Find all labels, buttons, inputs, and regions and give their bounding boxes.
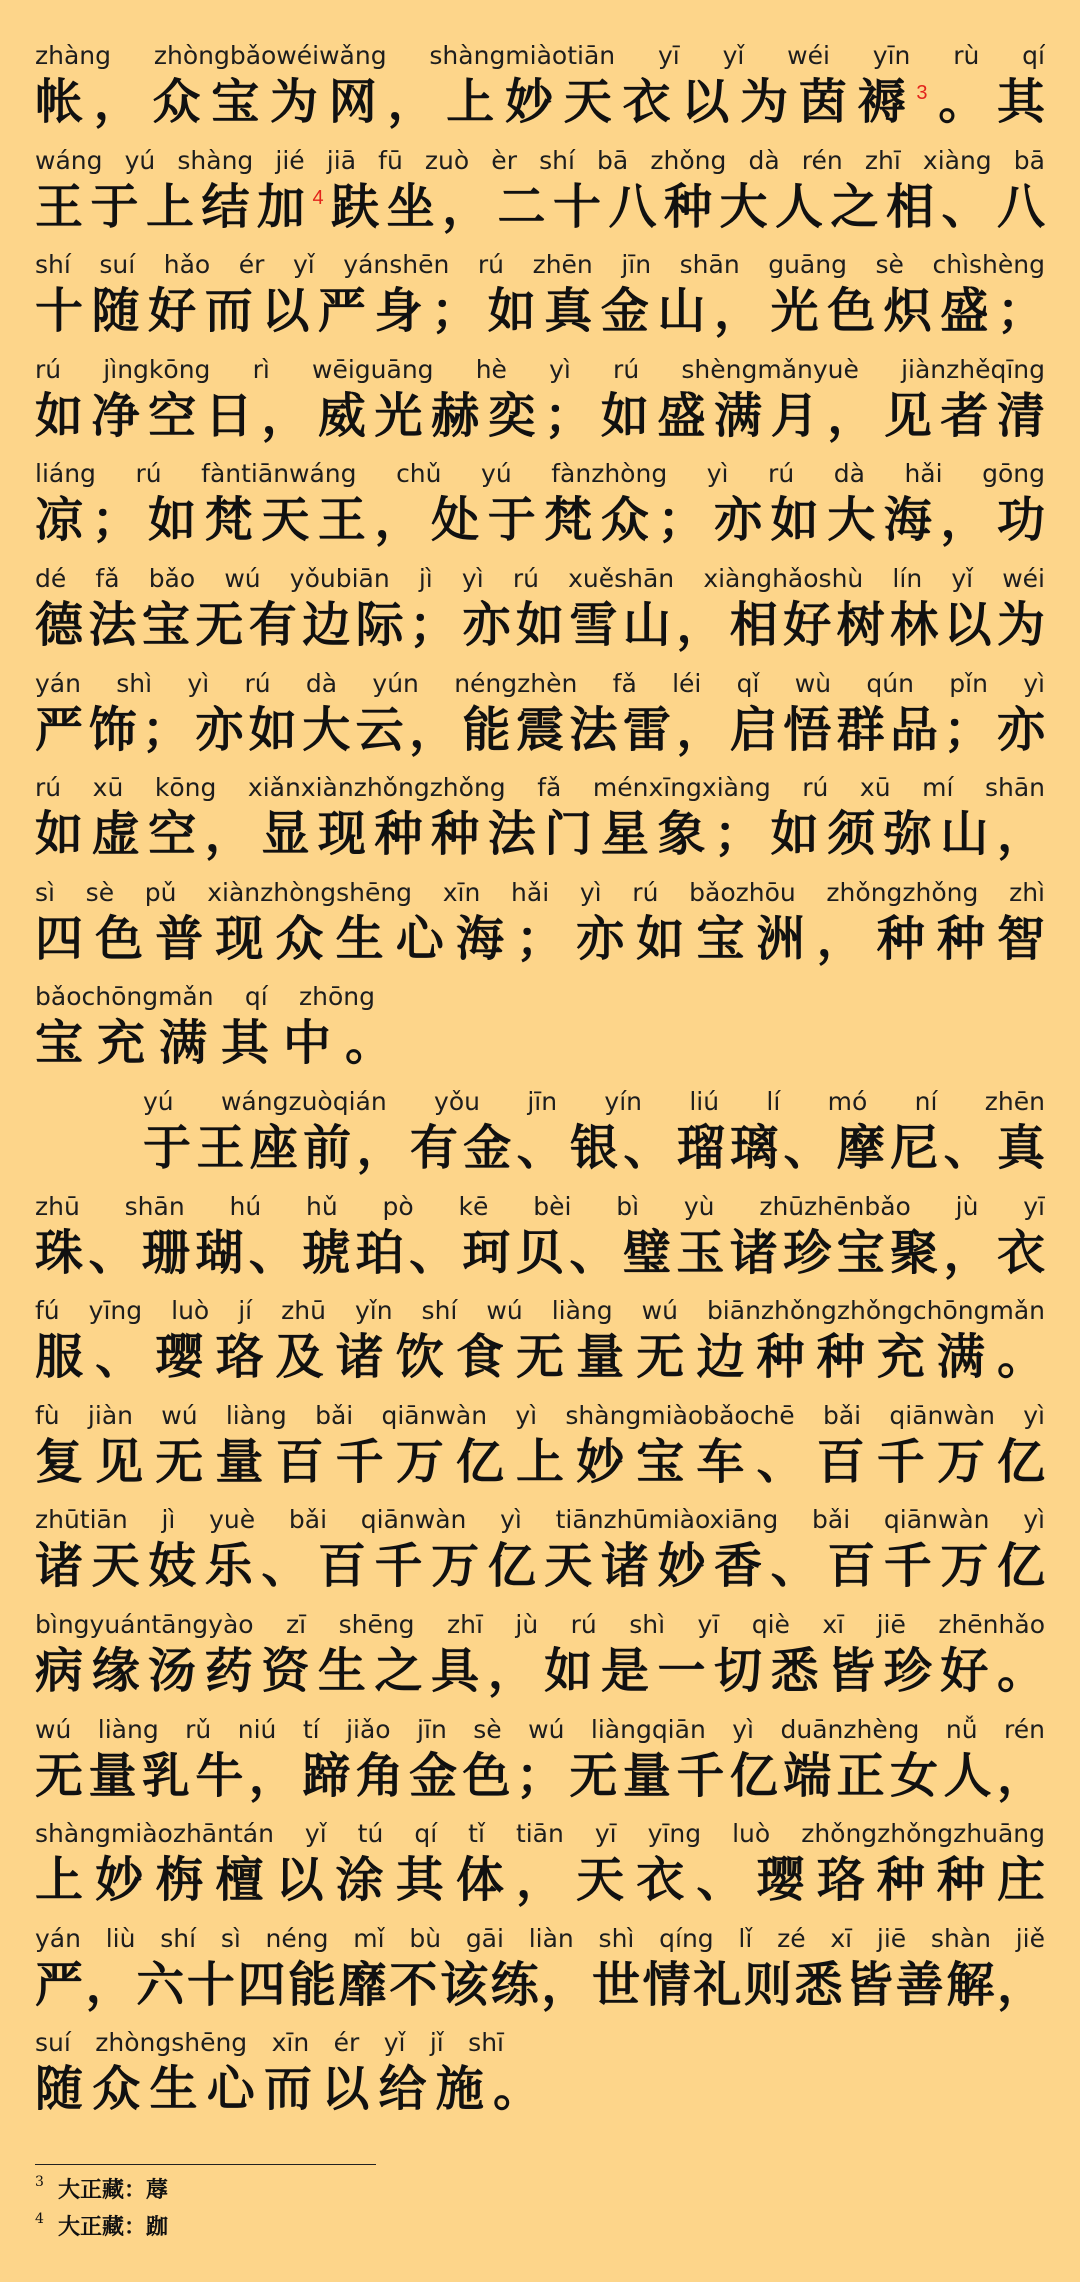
hanzi-line xyxy=(35,177,1045,237)
verse-row xyxy=(35,1295,1045,1400)
verse-row xyxy=(35,877,1045,982)
hanzi-line: 宝充满其中。 xyxy=(35,1015,393,1072)
verse-row xyxy=(35,1400,1045,1505)
hanzi-line: 如净空日，威光赫奕；如盛满月，见者清 xyxy=(35,387,1045,444)
hanzi-text: 帐，众宝为网，上妙天衣以为茵褥 xyxy=(35,74,917,130)
pinyin-line: dé fǎ bǎo wú yǒubiān jì yì rú xuěshān xiànghǎoshù lín yǐ wéi xyxy=(35,563,1045,593)
verse-row xyxy=(35,563,1045,668)
footnote xyxy=(35,2172,168,2208)
hanzi-line: 十随好而以严身；如真金山，光色炽盛； xyxy=(35,283,1045,340)
pinyin-line: fú yīng luò jí zhū yǐn shí wú liàng wú biānzhǒngzhǒngchōngmǎn xyxy=(35,1296,1045,1326)
pinyin-line: wú liàng rǔ niú tí jiǎo jīn sè wú liàngqiān yì duānzhèng nǚ rén xyxy=(35,1714,1045,1744)
footnote-text: 大正藏：跏 xyxy=(58,2214,169,2240)
verse-row xyxy=(35,668,1045,773)
pinyin-line: shàngmiàozhāntán yǐ tú qí tǐ tiān yī yīng luò zhǒngzhǒngzhuāng xyxy=(35,1819,1045,1849)
hanzi-line: 德法宝无有边际；亦如雪山，相好树林以为 xyxy=(35,596,1045,653)
verse-row xyxy=(35,145,1045,250)
footnote-ref: 3 xyxy=(916,82,928,104)
footnote-ref: 4 xyxy=(312,186,324,209)
footnote-number: 4 xyxy=(35,2211,44,2227)
footnote-divider xyxy=(35,2164,376,2165)
hanzi-line: 随众生心而以给施。 xyxy=(35,2061,541,2118)
pinyin-line: rú xū kōng xiǎnxiànzhǒngzhǒng fǎ ménxīngxiàng rú xū mí shān xyxy=(35,773,1045,803)
verse-row xyxy=(35,1086,1045,1191)
pinyin-line: yú wángzuòqián yǒu jīn yín liú lí mó ní zhēn xyxy=(143,1086,1045,1116)
verse-text-block xyxy=(35,40,1045,2132)
pinyin-line: rú jìngkōng rì wēiguāng hè yì rú shèngmǎnyuè jiànzhěqīng xyxy=(35,354,1045,384)
pinyin-line: bìngyuántāngyào zī shēng zhī jù rú shì yī qiè xī jiē zhēnhǎo xyxy=(35,1609,1045,1639)
hanzi-text: 王于上结加 xyxy=(35,178,313,235)
pinyin-line: yán shì yì rú dà yún néngzhèn fǎ léi qǐ wù qún pǐn yì xyxy=(35,668,1045,698)
pinyin-line: zhūtiān jì yuè bǎi qiānwàn yì tiānzhūmiàoxiāng bǎi qiānwàn yì xyxy=(35,1505,1045,1535)
verse-row xyxy=(35,1609,1045,1714)
hanzi-line: 凉；如梵天王，处于梵众；亦如大海，功 xyxy=(35,492,1045,549)
verse-row xyxy=(35,1818,1045,1923)
hanzi-line: 诸天妓乐、百千万亿天诸妙香、百千万亿 xyxy=(35,1538,1045,1595)
footnote-text: 大正藏：蓐 xyxy=(58,2177,169,2203)
verse-row xyxy=(35,2027,1045,2132)
pinyin-line: wáng yú shàng jié jiā fū zuò èr shí bā zhǒng dà rén zhī xiàng bā xyxy=(35,145,1045,175)
pinyin-line: bǎochōngmǎn qí zhōng xyxy=(35,982,375,1012)
hanzi-line: 四色普现众生心海；亦如宝洲，种种智 xyxy=(35,910,1045,967)
hanzi-text: 趺坐，二十八种大人之相、八 xyxy=(323,178,1045,235)
hanzi-line: 上妙栴檀以涂其体，天衣、璎珞种种庄 xyxy=(35,1852,1045,1909)
footnote-number: 3 xyxy=(35,2174,44,2190)
pinyin-line: liáng rú fàntiānwáng chǔ yú fànzhòng yì rú dà hǎi gōng xyxy=(35,459,1045,489)
pinyin-line: zhū shān hú hǔ pò kē bèi bì yù zhūzhēnbǎo jù yī xyxy=(35,1191,1045,1221)
pinyin-line: zhàng zhòngbǎowéiwǎng shàngmiàotiān yī yǐ wéi yīn rù qí xyxy=(35,41,1045,70)
pinyin-line: sì sè pǔ xiànzhòngshēng xīn hǎi yì rú bǎozhōu zhǒngzhǒng zhì xyxy=(35,877,1045,907)
verse-row xyxy=(35,458,1045,563)
pinyin-line: shí suí hǎo ér yǐ yánshēn rú zhēn jīn shān guāng sè chìshèng xyxy=(35,250,1045,280)
verse-row xyxy=(35,354,1045,459)
pinyin-line: suí zhòngshēng xīn ér yǐ jǐ shī xyxy=(35,2028,504,2058)
verse-row xyxy=(35,249,1045,354)
verse-row xyxy=(35,1714,1045,1819)
verse-row xyxy=(35,1923,1045,2028)
verse-row xyxy=(35,1191,1045,1296)
hanzi-line: 于王座前，有金、银、瑠璃、摩尼、真 xyxy=(143,1119,1045,1176)
hanzi-line: 如虚空，显现种种法门星象；如须弥山， xyxy=(35,806,1045,863)
verse-row xyxy=(35,981,1045,1086)
hanzi-line: 无量乳牛，蹄角金色；无量千亿端正女人， xyxy=(35,1747,1045,1804)
hanzi-line: 服、璎珞及诸饮食无量无边种种充满。 xyxy=(35,1329,1045,1386)
footnote xyxy=(35,2209,168,2245)
pinyin-line: yán liù shí sì néng mǐ bù gāi liàn shì qíng lǐ zé xī jiē shàn jiě xyxy=(35,1923,1045,1953)
hanzi-line: 严饰；亦如大云，能震法雷，启悟群品；亦 xyxy=(35,701,1045,758)
verse-row xyxy=(35,40,1045,145)
pinyin-line: fù jiàn wú liàng bǎi qiānwàn yì shàngmiàobǎochē bǎi qiānwàn yì xyxy=(35,1400,1045,1430)
verse-row xyxy=(35,1504,1045,1609)
hanzi-line: 复见无量百千万亿上妙宝车、百千万亿 xyxy=(35,1433,1045,1490)
hanzi-line xyxy=(35,72,1045,132)
hanzi-line: 严，六十四能靡不该练，世情礼则悉皆善解， xyxy=(35,1956,1045,2013)
verse-row xyxy=(35,772,1045,877)
hanzi-line: 病缘汤药资生之具，如是一切悉皆珍好。 xyxy=(35,1642,1045,1699)
hanzi-text: 。其 xyxy=(927,74,1045,130)
hanzi-line: 珠、珊瑚、琥珀、珂贝、璧玉诸珍宝聚，衣 xyxy=(35,1224,1045,1281)
